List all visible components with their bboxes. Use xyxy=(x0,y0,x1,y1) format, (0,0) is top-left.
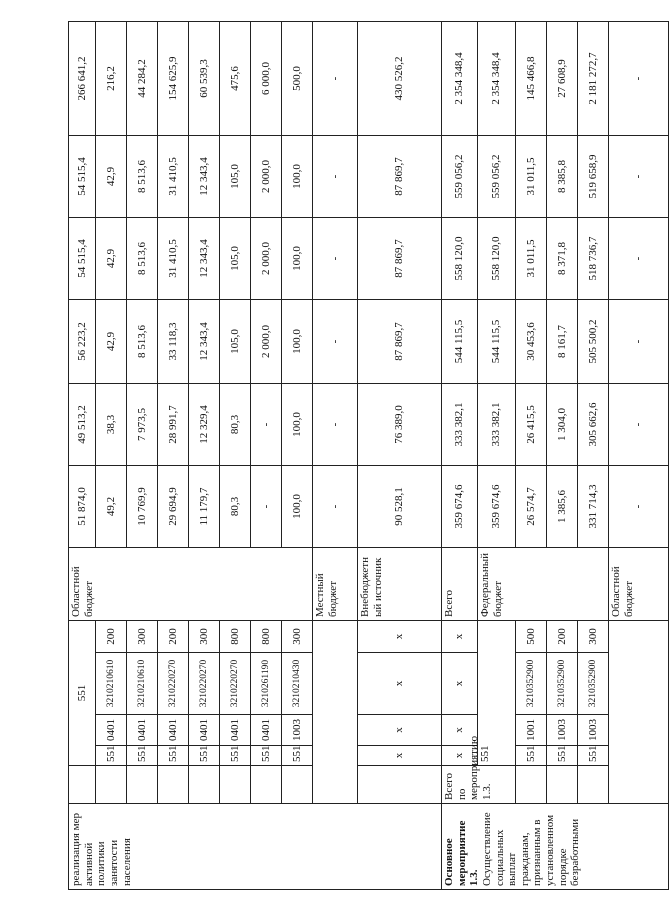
vr-cell: 800 xyxy=(220,621,251,653)
value-cell: 56 223,2 xyxy=(69,300,96,384)
grbs-cell: 551 xyxy=(282,746,313,766)
total-cell: 500,0 xyxy=(282,22,313,136)
empty-cell xyxy=(69,766,96,804)
rzpr-cell: 0401 xyxy=(158,715,189,746)
vr-cell: 300 xyxy=(127,621,158,653)
value-cell: - xyxy=(609,218,669,300)
grbs-cell: 551 xyxy=(96,746,127,766)
value-cell: 12 343,4 xyxy=(189,300,220,384)
total-cell: 475,6 xyxy=(220,22,251,136)
x-cell: х xyxy=(358,653,442,715)
vr-cell: 500 xyxy=(516,621,547,653)
x-cell: х xyxy=(358,621,442,653)
value-cell: 505 500,2 xyxy=(578,300,609,384)
value-cell: 8 385,8 xyxy=(547,136,578,218)
rzpr-cell: 0401 xyxy=(96,715,127,746)
measure-title: Основное мероприятие 1.3. xyxy=(443,820,481,886)
table-row xyxy=(547,22,578,890)
value-cell: 31 011,5 xyxy=(516,218,547,300)
value-cell: 100,0 xyxy=(282,218,313,300)
empty-cell xyxy=(547,766,578,804)
table-row xyxy=(358,22,442,890)
value-cell: 544 115,5 xyxy=(442,300,478,384)
value-cell: 305 662,6 xyxy=(578,384,609,466)
total-label: Всего по мероприятию 1.3. xyxy=(442,766,516,804)
x-cell: х xyxy=(442,715,478,746)
value-cell: 76 389,0 xyxy=(358,384,442,466)
value-cell: 51 874,0 xyxy=(69,466,96,548)
value-cell: 42,9 xyxy=(96,300,127,384)
x-cell: х xyxy=(358,715,442,746)
value-cell: 100,0 xyxy=(282,384,313,466)
value-cell: 100,0 xyxy=(282,136,313,218)
value-cell: 518 736,7 xyxy=(578,218,609,300)
total-cell: 44 284,2 xyxy=(127,22,158,136)
budget-source: Областной бюджет xyxy=(609,548,669,621)
measure-name xyxy=(442,804,669,890)
table-row xyxy=(516,22,547,890)
budget-source: Местный бюджет xyxy=(313,548,358,621)
rzpr-cell: 1001 xyxy=(516,715,547,746)
x-cell: х xyxy=(442,621,478,653)
csr-cell: 3210210610 xyxy=(96,653,127,715)
grbs-cell: 551 xyxy=(478,621,516,766)
value-cell: 38,3 xyxy=(96,384,127,466)
rzpr-cell: 0401 xyxy=(220,715,251,746)
empty-cell xyxy=(220,766,251,804)
value-cell: 80,3 xyxy=(220,384,251,466)
csr-cell: 3210220270 xyxy=(189,653,220,715)
table-row xyxy=(251,22,282,890)
budget-source: Внебюджетн ый источник xyxy=(358,548,442,621)
value-cell: 558 120,0 xyxy=(478,218,516,300)
table-row xyxy=(609,22,669,890)
value-cell: 359 674,6 xyxy=(478,466,516,548)
csr-cell: 3210210430 xyxy=(282,653,313,715)
grbs-cell: 551 xyxy=(251,746,282,766)
value-cell: 28 991,7 xyxy=(158,384,189,466)
csr-cell: 3210352900 xyxy=(516,653,547,715)
rzpr-cell: 0401 xyxy=(251,715,282,746)
empty-cell xyxy=(358,766,442,804)
table-row xyxy=(578,22,609,890)
empty-cell xyxy=(96,766,127,804)
value-cell: 558 120,0 xyxy=(442,218,478,300)
vr-cell: 200 xyxy=(96,621,127,653)
grbs-cell: 551 xyxy=(516,746,547,766)
total-cell: 266 641,2 xyxy=(69,22,96,136)
csr-cell: 3210352900 xyxy=(547,653,578,715)
value-cell: 8 371,8 xyxy=(547,218,578,300)
value-cell: 42,9 xyxy=(96,136,127,218)
grbs-cell: 551 xyxy=(220,746,251,766)
empty-cell xyxy=(127,766,158,804)
value-cell: 105,0 xyxy=(220,218,251,300)
table-row xyxy=(158,22,189,890)
value-cell: 33 118,3 xyxy=(158,300,189,384)
value-cell: 7 973,5 xyxy=(127,384,158,466)
value-cell: 331 714,3 xyxy=(578,466,609,548)
grbs-cell: 551 xyxy=(127,746,158,766)
table-row xyxy=(478,22,516,890)
value-cell: 1 304,0 xyxy=(547,384,578,466)
measure-name: реализация мер активной политики занятости населения xyxy=(69,804,442,890)
value-cell: 105,0 xyxy=(220,136,251,218)
value-cell: 12 343,4 xyxy=(189,218,220,300)
total-cell: 27 608,9 xyxy=(547,22,578,136)
value-cell: 54 515,4 xyxy=(69,136,96,218)
empty-cell xyxy=(282,766,313,804)
x-cell: х xyxy=(442,746,478,766)
csr-cell: 3210261190 xyxy=(251,653,282,715)
value-cell: - xyxy=(313,300,358,384)
value-cell: 31 410,5 xyxy=(158,136,189,218)
value-cell: 90 528,1 xyxy=(358,466,442,548)
value-cell: 80,3 xyxy=(220,466,251,548)
value-cell: 31 011,5 xyxy=(516,136,547,218)
value-cell: - xyxy=(251,466,282,548)
csr-cell: 3210220270 xyxy=(158,653,189,715)
value-cell: 10 769,9 xyxy=(127,466,158,548)
csr-cell: 3210220270 xyxy=(220,653,251,715)
value-cell: 12 343,4 xyxy=(189,136,220,218)
rotated-table-wrapper xyxy=(68,42,645,890)
vr-cell: 300 xyxy=(578,621,609,653)
total-cell: 6 000,0 xyxy=(251,22,282,136)
empty-cell xyxy=(313,621,358,804)
value-cell: 1 385,6 xyxy=(547,466,578,548)
value-cell: 8 161,7 xyxy=(547,300,578,384)
value-cell: - xyxy=(313,136,358,218)
value-cell: 559 056,2 xyxy=(442,136,478,218)
value-cell: 30 453,6 xyxy=(516,300,547,384)
x-cell: х xyxy=(442,653,478,715)
value-cell: 2 000,0 xyxy=(251,136,282,218)
budget-source: Всего xyxy=(442,548,478,621)
value-cell: 2 000,0 xyxy=(251,300,282,384)
value-cell: 87 869,7 xyxy=(358,300,442,384)
total-cell: 60 539,3 xyxy=(189,22,220,136)
value-cell: 49 513,2 xyxy=(69,384,96,466)
value-cell: 8 513,6 xyxy=(127,300,158,384)
x-cell: х xyxy=(358,746,442,766)
value-cell: 105,0 xyxy=(220,300,251,384)
table-row xyxy=(69,22,96,890)
value-cell: - xyxy=(251,384,282,466)
value-cell: - xyxy=(313,218,358,300)
table-row xyxy=(442,22,478,890)
table-row xyxy=(313,22,358,890)
budget-source: Областной бюджет xyxy=(69,548,313,621)
rzpr-cell: 1003 xyxy=(282,715,313,746)
value-cell: 87 869,7 xyxy=(358,218,442,300)
measure-desc: Осуществление социальных выплат гражданам, признанным в установленном порядке безработными xyxy=(480,812,582,886)
empty-cell xyxy=(189,766,220,804)
empty-cell xyxy=(578,766,609,804)
grbs-cell: 551 xyxy=(158,746,189,766)
vr-cell: 200 xyxy=(547,621,578,653)
vr-cell: 200 xyxy=(158,621,189,653)
vr-cell: 800 xyxy=(251,621,282,653)
budget-table xyxy=(68,21,669,890)
csr-cell: 3210210610 xyxy=(127,653,158,715)
value-cell: 100,0 xyxy=(282,300,313,384)
total-cell: - xyxy=(609,22,669,136)
value-cell: 559 056,2 xyxy=(478,136,516,218)
value-cell: 333 382,1 xyxy=(442,384,478,466)
grbs-cell: 551 xyxy=(547,746,578,766)
value-cell: 8 513,6 xyxy=(127,218,158,300)
rzpr-cell: 1003 xyxy=(547,715,578,746)
value-cell: 519 658,9 xyxy=(578,136,609,218)
total-cell: 154 625,9 xyxy=(158,22,189,136)
value-cell: 29 694,9 xyxy=(158,466,189,548)
value-cell: 54 515,4 xyxy=(69,218,96,300)
grbs-cell: 551 xyxy=(189,746,220,766)
value-cell: 333 382,1 xyxy=(478,384,516,466)
value-cell: 359 674,6 xyxy=(442,466,478,548)
vr-cell: 300 xyxy=(189,621,220,653)
empty-cell xyxy=(609,621,669,804)
total-cell: 430 526,2 xyxy=(358,22,442,136)
empty-cell xyxy=(158,766,189,804)
total-cell: 2 181 272,7 xyxy=(578,22,609,136)
table-row xyxy=(282,22,313,890)
table-row xyxy=(96,22,127,890)
value-cell: - xyxy=(609,136,669,218)
grbs-cell: 551 xyxy=(69,621,96,766)
vr-cell: 300 xyxy=(282,621,313,653)
total-cell: - xyxy=(313,22,358,136)
value-cell: 31 410,5 xyxy=(158,218,189,300)
total-cell: 2 354 348,4 xyxy=(442,22,478,136)
value-cell: 42,9 xyxy=(96,218,127,300)
value-cell: 87 869,7 xyxy=(358,136,442,218)
table-row xyxy=(220,22,251,890)
rzpr-cell: 0401 xyxy=(127,715,158,746)
table-row xyxy=(127,22,158,890)
value-cell: - xyxy=(609,300,669,384)
value-cell: - xyxy=(313,466,358,548)
value-cell: 8 513,6 xyxy=(127,136,158,218)
budget-source: Федеральный бюджет xyxy=(478,548,609,621)
value-cell: 26 415,5 xyxy=(516,384,547,466)
value-cell: - xyxy=(609,466,669,548)
total-cell: 216,2 xyxy=(96,22,127,136)
value-cell: 100,0 xyxy=(282,466,313,548)
value-cell: 49,2 xyxy=(96,466,127,548)
value-cell: 26 574,7 xyxy=(516,466,547,548)
total-cell: 145 466,8 xyxy=(516,22,547,136)
value-cell: 2 000,0 xyxy=(251,218,282,300)
value-cell: 12 329,4 xyxy=(189,384,220,466)
rzpr-cell: 1003 xyxy=(578,715,609,746)
value-cell: - xyxy=(313,384,358,466)
grbs-cell: 551 xyxy=(578,746,609,766)
value-cell: - xyxy=(609,384,669,466)
value-cell: 11 179,7 xyxy=(189,466,220,548)
total-cell: 2 354 348,4 xyxy=(478,22,516,136)
rzpr-cell: 0401 xyxy=(189,715,220,746)
empty-cell xyxy=(516,766,547,804)
table-row xyxy=(189,22,220,890)
empty-cell xyxy=(251,766,282,804)
csr-cell: 3210352900 xyxy=(578,653,609,715)
value-cell: 544 115,5 xyxy=(478,300,516,384)
